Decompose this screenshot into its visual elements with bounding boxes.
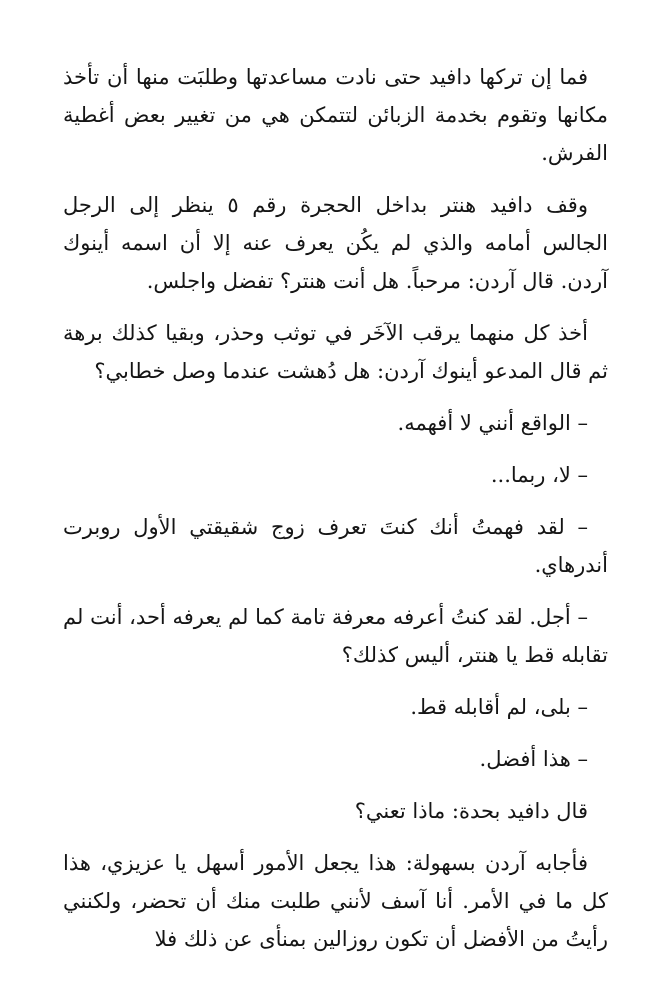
paragraph-1: فما إن تركها دافيد حتى نادت مساعدتها وطلبَت منها أن تأخذ مكانها وتقوم بخدمة الزبائن لتتمكن هي من تغيير بعض أغطية الفرش. [63,65,608,165]
book-page [63,58,608,972]
paragraph-5: فأجابه آردن بسهولة: هذا يجعل الأمور أسهل يا عزيزي، هذا كل ما في الأمر. أنا آسف لأنني طلبت منك أن تحضر، ولكنني رأيتُ من الأفضل أن تكون روزالين بمنأى عن ذلك فلا [63,851,608,951]
dialogue-line-6: – هذا أفضل. [479,747,588,771]
dialogue-line-3: – لقد فهمتُ أنك كنتَ تعرف زوج شقيقتي الأول روبرت أندرهاي. [63,515,608,577]
paragraph-4: قال دافيد بحدة: ماذا تعني؟ [354,799,588,823]
dialogue-line-1: – الواقع أنني لا أفهمه. [397,411,588,435]
dialogue-line-5: – بلى، لم أقابله قط. [410,695,588,719]
paragraph-2: وقف دافيد هنتر بداخل الحجرة رقم ٥ ينظر إلى الرجل الجالس أمامه والذي لم يكُن يعرف عنه إلا أن اسمه أينوك آردن. قال آردن: مرحباً. هل أنت هنتر؟ تفضل واجلس. [63,193,608,293]
paragraph-3: أخذ كل منهما يرقب الآخَر في توثب وحذر، وبقيا كذلك برهة ثم قال المدعو أينوك آردن: هل دُهشت عندما وصل خطابي؟ [63,321,608,383]
dialogue-line-4: – أجل. لقد كنتُ أعرفه معرفة تامة كما لم يعرفه أحد، أنت لم تقابله قط يا هنتر، أليس كذلك؟ [63,605,608,667]
dialogue-line-2: – لا، ربما... [490,463,588,487]
